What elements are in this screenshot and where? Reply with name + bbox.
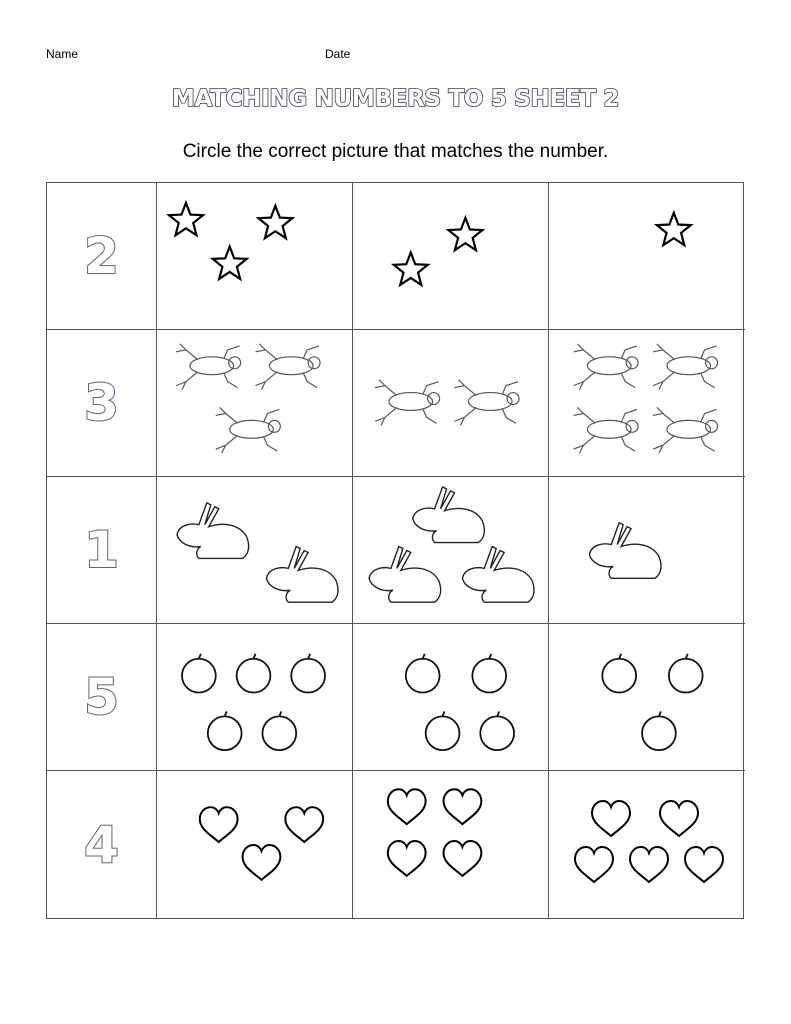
apple-icon [642,711,676,750]
number-cell-row2 [47,330,157,477]
frog-icon [454,380,519,426]
heart-icon [575,847,613,882]
option-cell-row3-b[interactable] [353,477,549,624]
option-cell-row5-c[interactable] [549,771,745,918]
option-cell-row1-a[interactable] [157,183,353,330]
apple-icon [426,711,460,750]
frog-icon [574,344,639,390]
rabbit-group [549,477,745,623]
rabbit-group [353,477,548,623]
option-cell-row4-a[interactable] [157,624,353,771]
rabbit-group [157,477,352,623]
frog-group [549,330,745,476]
star-icon [213,247,247,279]
apple-icon [291,654,325,693]
option-cell-row5-a[interactable] [157,771,353,918]
apple-icon [602,654,636,693]
rabbit-icon [462,547,534,603]
heart-icon [660,801,698,836]
target-number: 4 [84,815,119,874]
option-cell-row1-c[interactable] [549,183,745,330]
rabbit-icon [413,487,485,543]
target-number: 3 [84,374,119,432]
worksheet-title: MATCHING NUMBERS TO 5 SHEET 2 [171,86,620,112]
frog-icon [375,380,440,426]
rabbit-icon [266,547,338,603]
star-icon [258,206,292,238]
heart-icon [200,807,238,842]
heart-icon [444,789,482,824]
apple-icon [472,654,506,693]
instructions: Circle the correct picture that matches the number. [182,141,609,162]
star-group [157,183,352,329]
option-cell-row5-b[interactable] [353,771,549,918]
heart-icon [388,789,426,824]
heart-icon [592,801,630,836]
number-cell-row5 [47,771,157,918]
frog-icon [176,344,241,390]
apple-icon [208,711,242,750]
heart-icon [243,845,281,880]
option-cell-row3-a[interactable] [157,477,353,624]
option-cell-row1-b[interactable] [353,183,549,330]
star-icon [169,203,203,235]
rabbit-icon [589,523,661,579]
heart-icon [685,847,723,882]
frog-icon [653,407,718,453]
apple-group [353,624,548,770]
star-icon [448,218,482,250]
frog-group [157,330,352,476]
apple-icon [237,654,271,693]
matching-grid [46,182,744,919]
option-cell-row2-c[interactable] [549,330,745,477]
heart-icon [444,841,482,876]
apple-icon [406,654,440,693]
number-cell-row1 [47,183,157,330]
heart-group [157,771,352,918]
heart-icon [630,847,668,882]
option-cell-row2-a[interactable] [157,330,353,477]
apple-group [157,624,352,770]
option-cell-row2-b[interactable] [353,330,549,477]
number-cell-row4 [47,624,157,771]
apple-icon [669,654,703,693]
frog-icon [255,344,320,390]
star-icon [394,253,428,285]
star-group [353,183,548,329]
target-number: 2 [84,227,119,285]
apple-icon [182,654,216,693]
option-cell-row4-b[interactable] [353,624,549,771]
frog-icon [216,407,281,453]
apple-icon [480,711,514,750]
target-number: 1 [84,521,119,579]
frog-group [353,330,548,476]
number-cell-row3 [47,477,157,624]
heart-icon [388,841,426,876]
star-group [549,183,745,329]
rabbit-icon [369,547,441,603]
target-number: 5 [84,668,119,726]
apple-group [549,624,745,770]
heart-group [353,771,548,918]
frog-icon [653,344,718,390]
option-cell-row4-c[interactable] [549,624,745,771]
heart-group [549,771,745,918]
date-label: Date [325,47,351,61]
apple-icon [262,711,296,750]
star-icon [657,213,691,245]
frog-icon [574,407,639,453]
option-cell-row3-c[interactable] [549,477,745,624]
heart-icon [285,807,323,842]
name-label: Name [46,47,79,61]
rabbit-icon [177,503,249,559]
